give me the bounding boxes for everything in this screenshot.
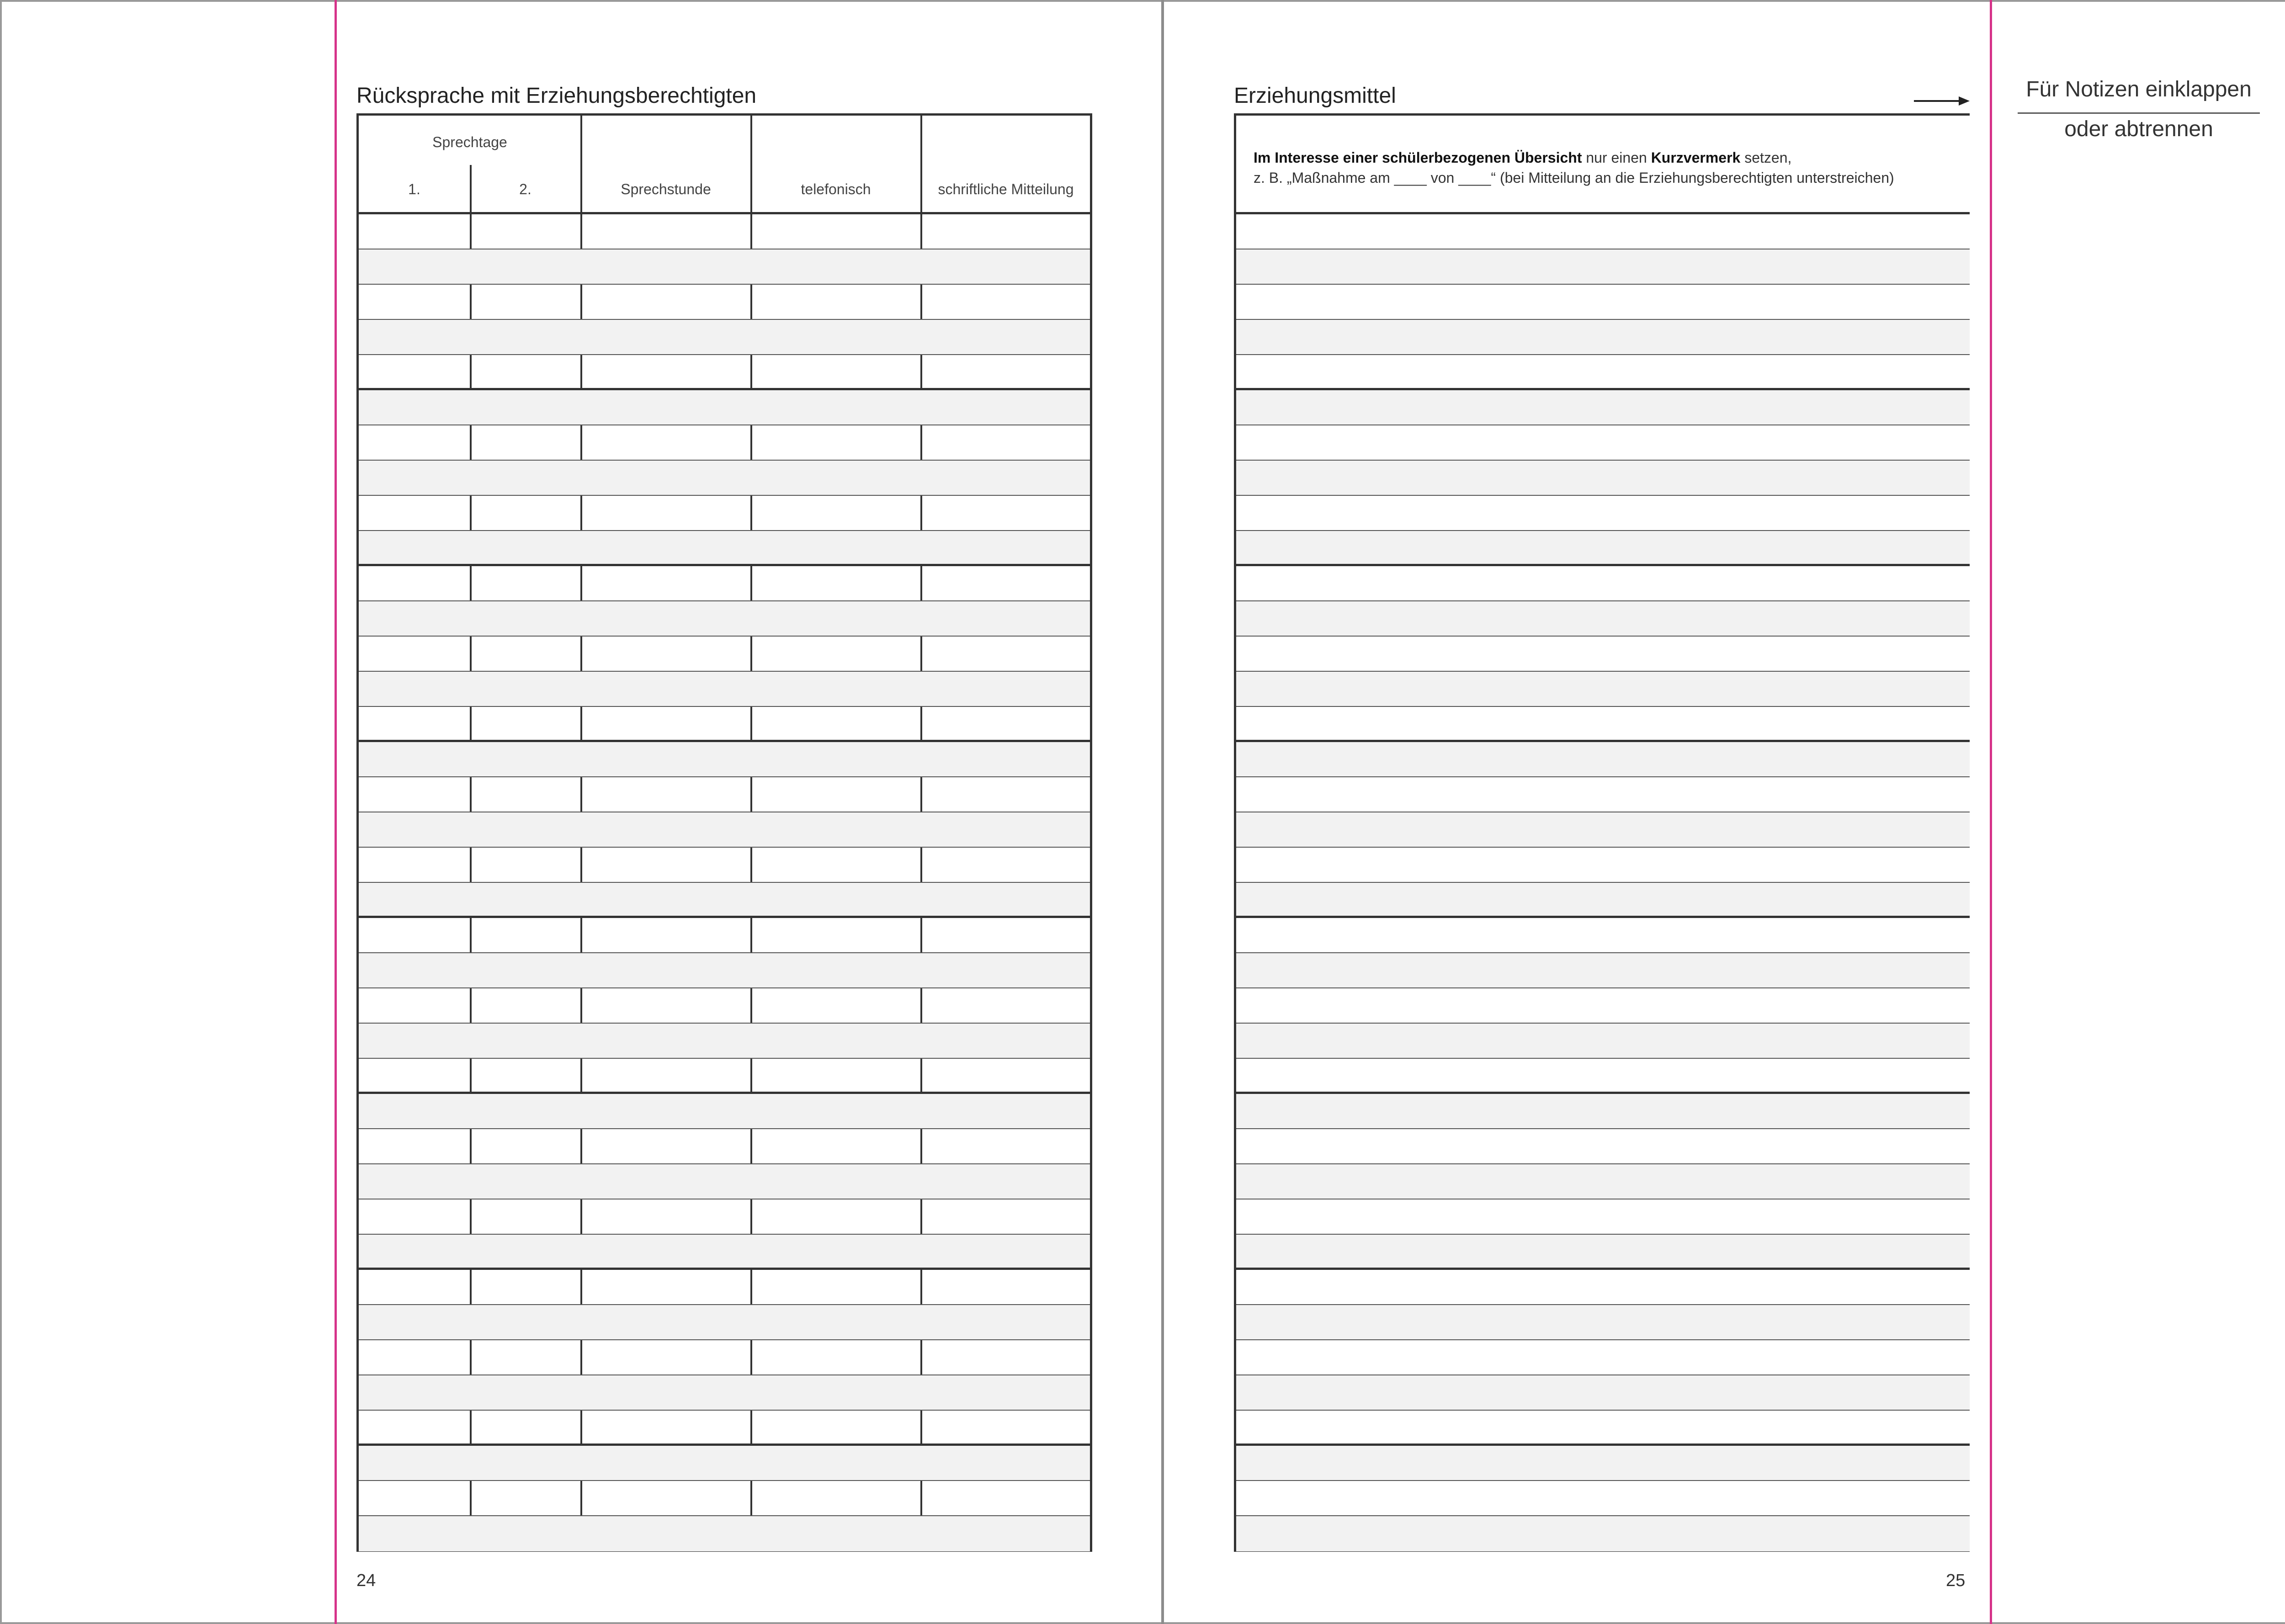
table-row bbox=[1236, 214, 1970, 249]
table-row bbox=[1236, 496, 1970, 531]
table-row bbox=[359, 1129, 1090, 1164]
table-row bbox=[359, 1270, 1090, 1305]
table-row bbox=[359, 1235, 1090, 1270]
table-row bbox=[359, 1411, 1090, 1446]
table-row bbox=[359, 1481, 1090, 1516]
table-row bbox=[1236, 742, 1970, 777]
table-row bbox=[1236, 1024, 1970, 1059]
table-row bbox=[359, 672, 1090, 707]
disciplinary-table-header bbox=[1236, 116, 1970, 214]
notes-flap-line2: oder abtrennen bbox=[2064, 117, 2213, 141]
notes-flap-rule bbox=[2018, 112, 2260, 114]
table-row bbox=[1236, 1446, 1970, 1481]
table-row bbox=[1236, 1516, 1970, 1551]
table-row bbox=[359, 988, 1090, 1024]
table-row bbox=[1236, 883, 1970, 918]
table-row bbox=[359, 1446, 1090, 1481]
table-row bbox=[1236, 1094, 1970, 1129]
table-row bbox=[1236, 1199, 1970, 1235]
table-row bbox=[359, 566, 1090, 601]
table-row bbox=[359, 848, 1090, 883]
table-row bbox=[359, 812, 1090, 848]
table-row bbox=[1236, 848, 1970, 883]
table-row bbox=[1236, 531, 1970, 566]
table-row bbox=[359, 1094, 1090, 1129]
table-row bbox=[1236, 249, 1970, 285]
table-row bbox=[359, 320, 1090, 355]
table-row bbox=[359, 601, 1090, 637]
header-sprechstunde: Sprechstunde bbox=[621, 181, 711, 197]
table-row bbox=[359, 1305, 1090, 1340]
table-row bbox=[1236, 390, 1970, 425]
consultation-table-body bbox=[359, 214, 1090, 1551]
table-row bbox=[1236, 601, 1970, 637]
table-row bbox=[359, 249, 1090, 285]
consultation-table-header bbox=[359, 116, 1090, 214]
table-row bbox=[359, 285, 1090, 320]
table-row bbox=[1236, 355, 1970, 390]
table-row bbox=[359, 1375, 1090, 1411]
table-row bbox=[359, 777, 1090, 812]
table-row bbox=[359, 883, 1090, 918]
table-row bbox=[359, 1164, 1090, 1199]
table-row bbox=[1236, 988, 1970, 1024]
notes-flap-line1: Für Notizen einklappen bbox=[2026, 77, 2252, 101]
disciplinary-measures-table bbox=[1234, 113, 1970, 1552]
table-row bbox=[1236, 1481, 1970, 1516]
table-row bbox=[359, 496, 1090, 531]
table-row bbox=[1236, 812, 1970, 848]
table-row bbox=[1236, 1270, 1970, 1305]
table-row bbox=[359, 918, 1090, 953]
table-row bbox=[1236, 672, 1970, 707]
table-row bbox=[1236, 425, 1970, 461]
table-row bbox=[359, 214, 1090, 249]
book-spine bbox=[1161, 0, 1164, 1624]
table-row bbox=[359, 637, 1090, 672]
table-row bbox=[359, 390, 1090, 425]
consultation-table bbox=[356, 113, 1092, 1552]
table-row bbox=[1236, 1375, 1970, 1411]
table-row bbox=[359, 355, 1090, 390]
arrow-right-icon bbox=[1914, 94, 1970, 108]
table-row bbox=[1236, 918, 1970, 953]
table-row bbox=[1236, 777, 1970, 812]
table-row bbox=[359, 1516, 1090, 1551]
table-row bbox=[359, 1340, 1090, 1375]
table-row bbox=[1236, 320, 1970, 355]
table-row bbox=[359, 1059, 1090, 1094]
table-row bbox=[359, 461, 1090, 496]
header-telefonisch: telefonisch bbox=[801, 181, 871, 197]
table-row bbox=[359, 953, 1090, 988]
table-row bbox=[1236, 1305, 1970, 1340]
header-schriftliche-mitteilung: schriftliche Mitteilung bbox=[938, 181, 1074, 197]
left-margin-line bbox=[335, 0, 337, 1624]
table-row bbox=[1236, 1411, 1970, 1446]
table-row bbox=[1236, 461, 1970, 496]
table-row bbox=[1236, 1235, 1970, 1270]
table-row bbox=[359, 531, 1090, 566]
instruction-text: Im Interesse einer schülerbezogenen Übersicht nur einen Kurzvermerk setzen, z. B. „Maßnahme am ____ von ____“ (bei Mitteilung an die Erziehungsberechtigten unterstreichen) bbox=[1254, 149, 1894, 186]
fold-line bbox=[1990, 0, 1992, 1624]
table-row bbox=[359, 1024, 1090, 1059]
header-day-1: 1. bbox=[408, 181, 420, 197]
table-row bbox=[1236, 1164, 1970, 1199]
table-row bbox=[359, 742, 1090, 777]
table-row bbox=[359, 1199, 1090, 1235]
left-page-title: Rücksprache mit Erziehungsberechtigten bbox=[356, 84, 757, 108]
table-row bbox=[1236, 1129, 1970, 1164]
table-row bbox=[1236, 1059, 1970, 1094]
header-sprechtage: Sprechtage bbox=[432, 134, 507, 150]
table-row bbox=[1236, 953, 1970, 988]
table-row bbox=[1236, 1340, 1970, 1375]
right-page-title: Erziehungsmittel bbox=[1234, 84, 1396, 108]
page-number-left: 24 bbox=[356, 1571, 376, 1590]
page-number-right: 25 bbox=[1946, 1571, 1966, 1590]
header-day-2: 2. bbox=[519, 181, 531, 197]
disciplinary-table-body bbox=[1236, 214, 1970, 1551]
table-row bbox=[359, 425, 1090, 461]
table-row bbox=[359, 707, 1090, 742]
table-row bbox=[1236, 637, 1970, 672]
table-row bbox=[1236, 566, 1970, 601]
table-row bbox=[1236, 707, 1970, 742]
table-row bbox=[1236, 285, 1970, 320]
